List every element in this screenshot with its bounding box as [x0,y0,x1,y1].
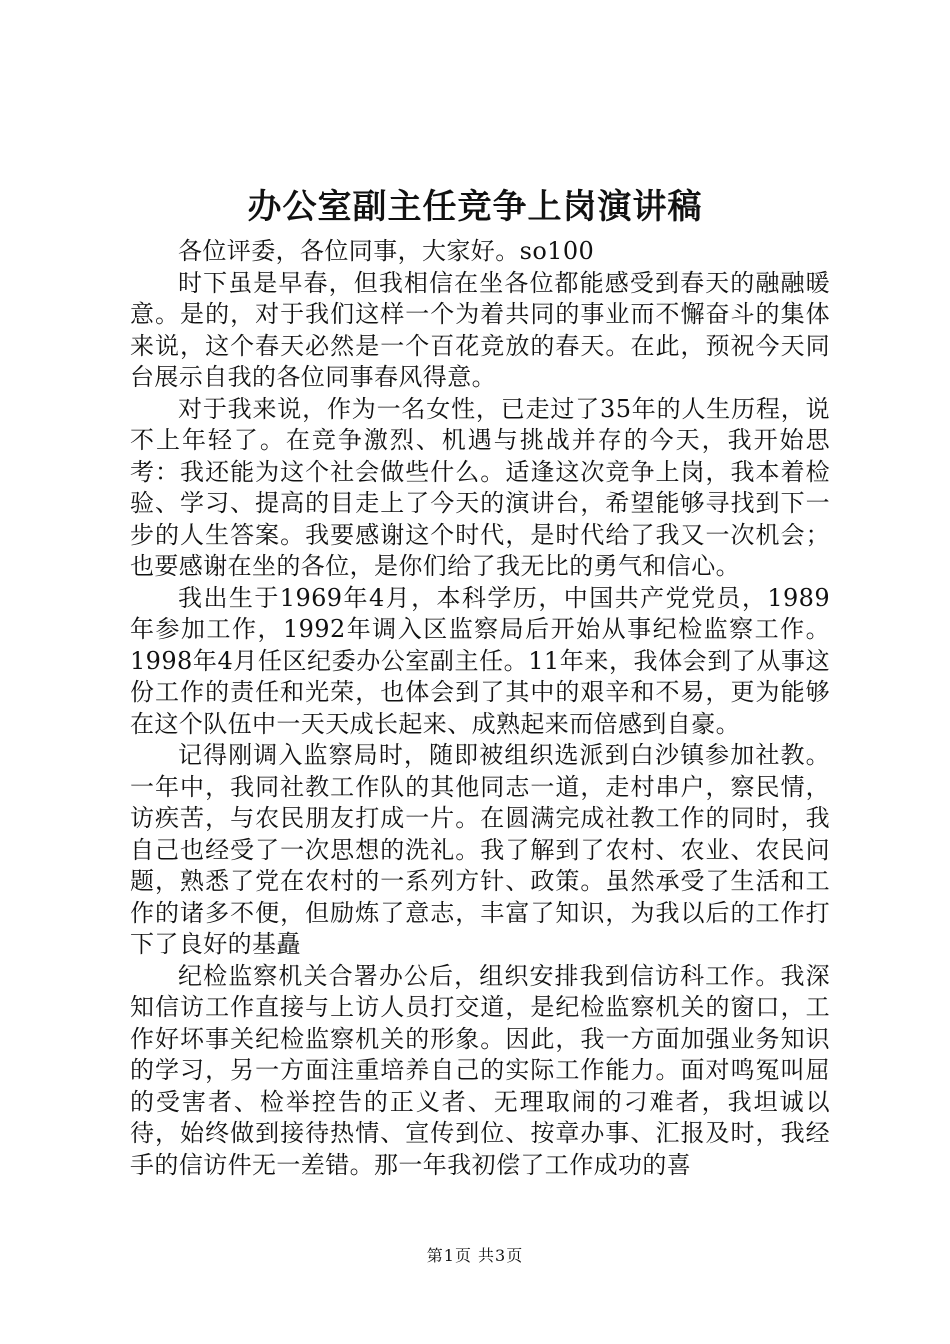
document-body [130,236,830,1181]
page-number-footer: 第1页 共3页 [426,1246,524,1265]
paragraph-greeting: 各位评委，各位同事，大家好。so100 [178,237,595,265]
paragraph-self-intro: 对于我来说，作为一名女性，已走过了35年的人生历程，说不上年轻了。在竞争激烈、机遇与挑战并存的今天，我开始思考：我还能为这个社会做些什么。适逢这次竞争上岗，我本着检验、学习、提高的目走上了今天的演讲台，希望能够寻找到下一步的人生答案。我要感谢这个时代，是时代给了我又一次机会；也要感谢在坐的各位，是你们给了我无比的勇气和信心。 [130,394,830,580]
paragraph-social-education: 记得刚调入监察局时，随即被组织选派到白沙镇参加社教。一年中，我同社教工作队的其他同志一道，走村串户，察民情，访疾苦，与农民朋友打成一片。在圆满完成社教工作的同时，我自己也经受了一次思想的洗礼。我了解到了农村、农业、农民问题，熟悉了党在农村的一系列方针、政策。虽然承受了生活和工作的诸多不便，但励炼了意志，丰富了知识，为我以后的工作打下了良好的基矗 [130,741,830,958]
document-title: 办公室副主任竞争上岗演讲稿 [247,187,703,227]
paragraph-petition-work: 纪检监察机关合署办公后，组织安排我到信访科工作。我深知信访工作直接与上访人员打交道，是纪检监察机关的窗口，工作好坏事关纪检监察机关的形象。因此，我一方面加强业务知识的学习，另一方面注重培养自己的实际工作能力。面对鸣冤叫屈的受害者、检举控告的正义者、无理取闹的刁难者，我坦诚以待，始终做到接待热情、宣传到位、按章办事、汇报及时，我经手的信访件无一差错。那一年我初偿了工作成功的喜 [130,961,830,1179]
paragraph-opening: 时下虽是早春，但我相信在坐各位都能感受到春天的融融暖意。是的，对于我们这样一个为着共同的事业而不懈奋斗的集体来说，这个春天必然是一个百花竞放的春天。在此，预祝今天同台展示自我的各位同事春风得意。 [130,268,830,391]
paragraph-background: 我出生于1969年4月，本科学历，中国共产党党员，1989年参加工作，1992年调入区监察局后开始从事纪检监察工作。1998年4月任区纪委办公室副主任。11年来，我体会到了从事这份工作的责任和光荣，也体会到了其中的艰辛和不易，更为能够在这个队伍中一天天成长起来、成熟起来而倍感到自豪。 [130,583,830,738]
